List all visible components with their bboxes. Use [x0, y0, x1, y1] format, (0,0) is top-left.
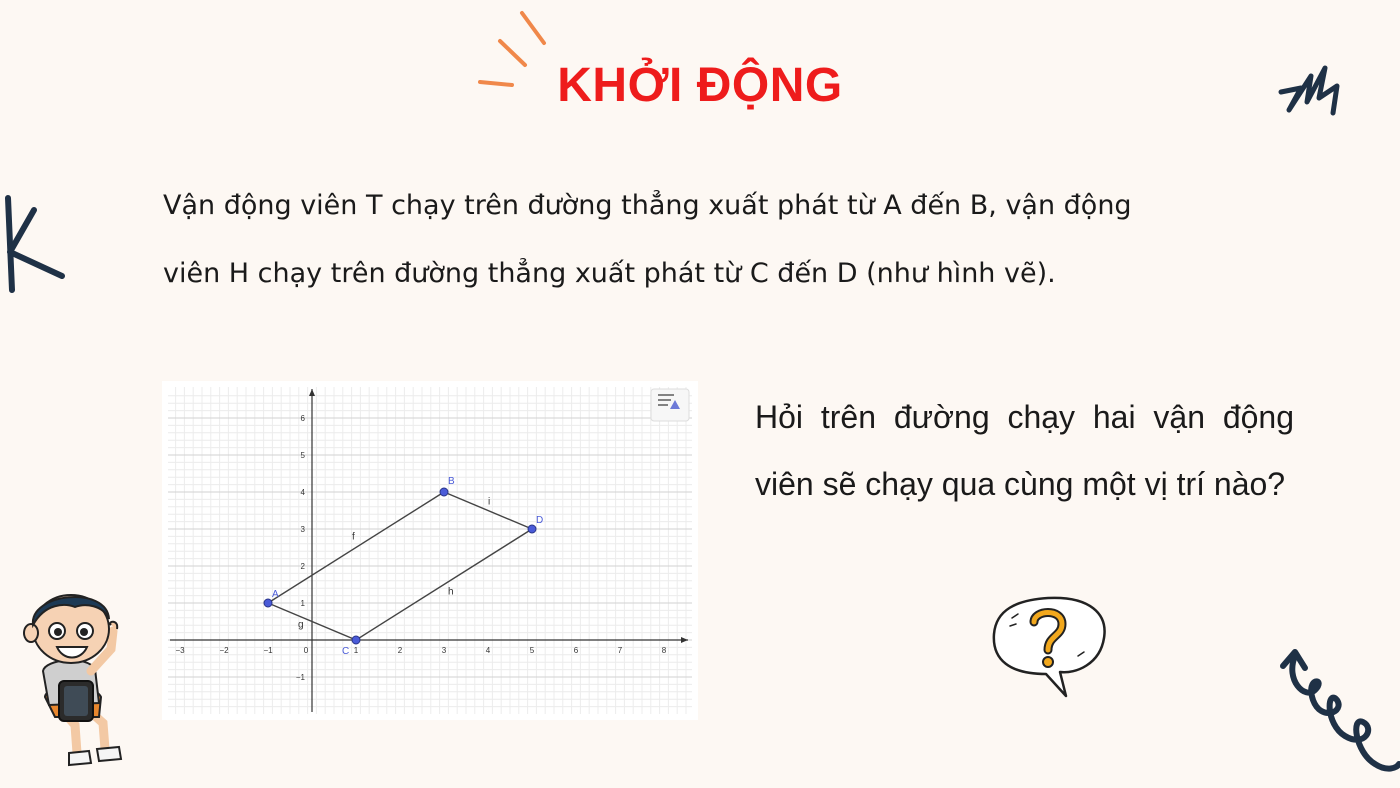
x-tick-label: 7 [617, 646, 623, 655]
point-label-B: B [448, 476, 455, 487]
point-D [528, 525, 536, 533]
y-tick-label: 6 [300, 414, 305, 423]
x-tick-label: 5 [529, 646, 535, 655]
y-tick-label: 1 [300, 599, 305, 608]
question-text: Hỏi trên đường chạy hai vận động viên sẽ chạy qua cùng một vị trí nào? [755, 399, 1294, 502]
segment-label-i: i [488, 496, 491, 508]
x-tick-label: 3 [441, 646, 447, 655]
x-tick-label: −2 [219, 646, 229, 655]
x-tick-label: 2 [397, 646, 403, 655]
problem-line-1: Vận động viên T chạy trên đường thẳng xuất phát từ A đến B, vận động [163, 190, 1132, 221]
settings-icon-frame [651, 389, 689, 421]
point-label-C: C [342, 646, 350, 657]
point-B [440, 488, 448, 496]
x-tick-label: −3 [175, 646, 185, 655]
segment-label-g: g [298, 619, 304, 631]
question-bubble-icon [990, 594, 1110, 702]
point-label-A: A [272, 589, 279, 600]
problem-statement [163, 172, 1253, 308]
y-tick-label: 4 [300, 488, 305, 497]
problem-line-2: viên H chạy trên đường thẳng xuất phát từ C đến D (như hình vẽ). [163, 258, 1056, 289]
k-doodle [0, 190, 70, 300]
y-tick-label: 5 [300, 451, 305, 460]
graph-canvas [162, 381, 698, 720]
x-tick-label: 1 [353, 646, 359, 655]
slide-title: KHỞI ĐỘNG [557, 59, 843, 112]
x-tick-label: −1 [263, 646, 273, 655]
point-C [352, 636, 360, 644]
segment-label-f: f [352, 531, 355, 543]
y-tick-label: 3 [300, 525, 305, 534]
x-tick-label: 8 [661, 646, 667, 655]
graph-settings-icon [651, 389, 689, 421]
spiral-arrow-doodle [1275, 640, 1400, 788]
point-label-D: D [536, 515, 544, 526]
y-tick-label: 2 [300, 562, 305, 571]
y-tick-label: −1 [295, 673, 305, 682]
point-A [264, 599, 272, 607]
x-tick-label: 0 [303, 646, 309, 655]
x-tick-label: 4 [485, 646, 491, 655]
segment-label-h: h [448, 586, 454, 598]
coordinate-graph [162, 381, 698, 720]
student-illustration [15, 585, 135, 775]
x-tick-label: 6 [573, 646, 579, 655]
